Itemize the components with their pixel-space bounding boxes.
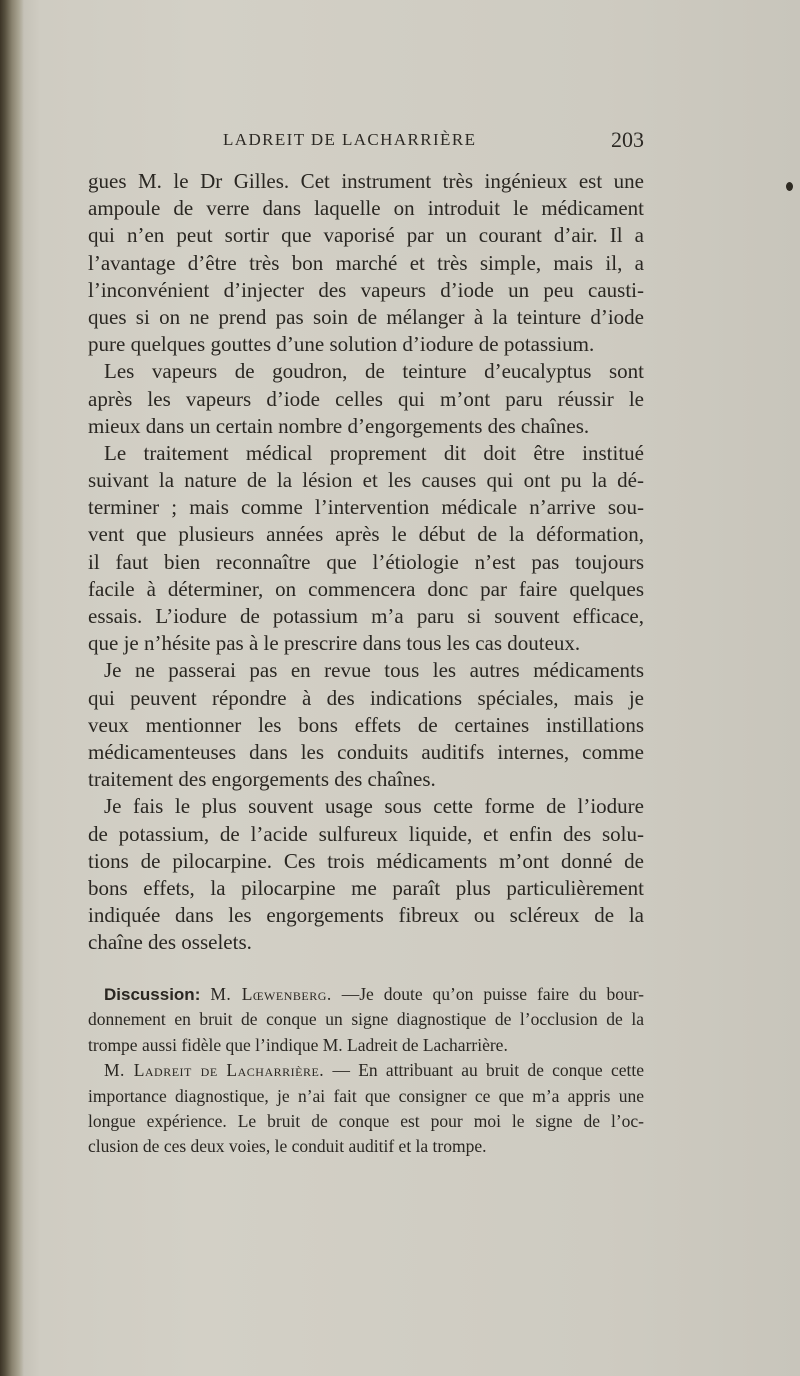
speaker-name: M. Lœwenberg. [210,984,332,1004]
discussion-label: Discussion: [104,985,201,1004]
discussion-text: — En attribuant au bruit de conque cette [324,1060,644,1081]
text-line: veux mentionner les bons effets de certaines instillations [88,712,644,737]
text-line: indiquée dans les engorgements fibreux ou scléreux de la [88,903,644,928]
text-line: bons effets, la pilocarpine me paraît plus particulièrement [88,875,644,900]
discussion-line: clusion de ces deux voies, le conduit auditif et la trompe. [88,1136,487,1157]
text-line: facile à déterminer, on commencera donc par faire quelques [88,576,644,601]
running-head [88,127,644,158]
body-text [88,168,644,956]
text-line: gues M. le Dr Gilles. Cet instrument très ingénieux est une [88,169,644,193]
text-line: traitement des engorgements des chaînes. [88,767,436,792]
discussion-line: trompe aussi fidèle que l’indique M. Ladreit de Lacharrière. [88,1034,508,1055]
text-line: qui peuvent répondre à des indications spéciales, mais je [88,685,644,710]
discussion-line: importance diagnostique, je n’ai fait que consigner ce que m’a appris une [88,1085,644,1106]
text-line: ques si on ne prend pas soin de mélanger à la teinture d’iode [88,304,644,329]
discussion-line: longue expérience. Le bruit de conque est pour moi le signe de l’oc- [88,1110,644,1131]
text-line: que je n’hésite pas à le prescrire dans tous les cas douteux. [88,631,581,656]
text-line: après les vapeurs d’iode celles qui m’ont paru réussir le [88,386,644,411]
text-line: Les vapeurs de goudron, de teinture d’eucalyptus sont [104,359,644,384]
text-line: l’inconvénient d’injecter des vapeurs d’iode un peu causti- [88,277,644,302]
text-line: il faut bien reconnaître que l’étiologie n’est pas toujours [88,549,644,574]
text-line: pure quelques gouttes d’une solution d’iodure de potassium. [88,332,595,357]
text-line: suivant la nature de la lésion et les causes qui ont pu la dé- [88,468,644,493]
ink-speck [786,182,793,191]
text-line: vent que plusieurs années après le début de la déformation, [88,522,644,547]
page-binding-shadow [0,0,24,1376]
text-line: tions de pilocarpine. Ces trois médicaments m’ont donné de [88,848,644,873]
discussion-text: —Je doute qu’on puisse faire du bour- [331,984,645,1004]
text-line: de potassium, de l’acide sulfureux liquide, et enfin des solu- [88,821,644,846]
text-line: l’avantage d’être très bon marché et très simple, mais il, a [88,250,644,275]
discussion-line [88,1058,644,1083]
running-title: LADREIT DE LACHARRIÈRE [223,130,477,149]
page-number: 203 [611,127,644,152]
text-line: qui n’en peut sortir que vaporisé par un courant d’air. Il a [88,223,644,248]
text-line: essais. L’iodure de potassium m’a paru si souvent efficace, [88,604,644,628]
text-line: ampoule de verre dans laquelle on introduit le médicament [88,196,644,221]
discussion-line: donnement en bruit de conque un signe diagnostique de l’occlusion de la [88,1009,644,1030]
text-line: mieux dans un certain nombre d’engorgements des chaînes. [88,413,590,438]
text-line: terminer ; mais comme l’intervention médicale n’arrive sou- [88,495,644,520]
speaker-name: M. Ladreit de Lacharrière. [104,1060,325,1081]
text-line: médicamenteuses dans les conduits auditifs internes, comme [88,739,644,764]
text-line: Le traitement médical proprement dit doit être institué [104,440,644,465]
text-line: Je ne passerai pas en revue tous les autres médicaments [104,658,644,683]
text-line: chaîne des osselets. [88,930,252,955]
discussion-section [88,982,644,1160]
discussion-line [88,982,644,1007]
text-line: Je fais le plus souvent usage sous cette forme de l’iodure [104,794,644,819]
